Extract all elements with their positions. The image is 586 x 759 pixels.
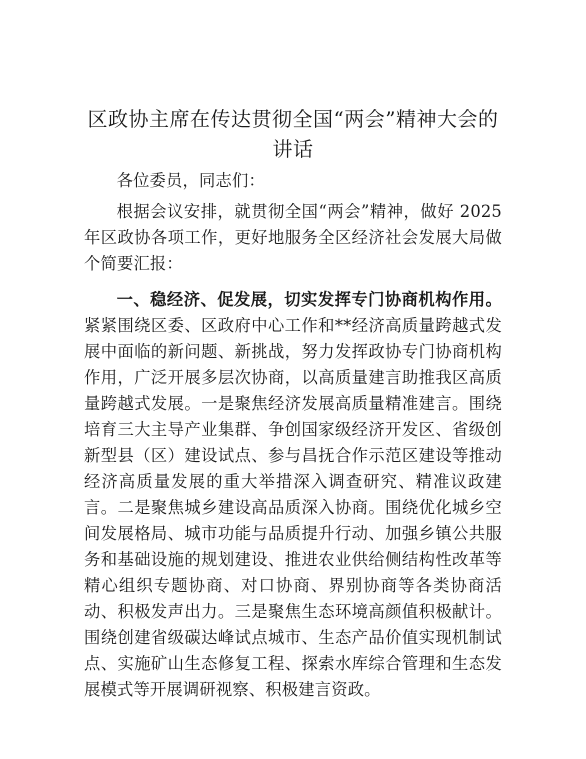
intro-text: 根据会议安排，就贯彻全国“两会”精神，做好 2025 年区政协各项工作，更好地服务全区经济社会发展大局做个简要汇报： (84, 202, 502, 273)
salutation-text: 各位委员，同志们： (116, 171, 265, 190)
section-1-paragraph (84, 287, 502, 703)
salutation (84, 168, 502, 194)
document-title: 区政协主席在传达贯彻全国“两会”精神大会的讲话 (87, 107, 499, 161)
section-1-text: 紧紧围绕区委、区政府中心工作和**经济高质量跨越式发展中面临的新问题、新挑战，努力发挥政协专门协商机构作用，广泛开展多层次协商，以高质量建言助推我区高质量跨越式发展。一是聚焦经济发展高质量精准建言。围绕培育三大主导产业集群、争创国家级经济开发区、省级创新型县（区）建设试点、参与昌抚合作示范区建设等推动经济高质量发展的重大举措深入调查研究、精准议政建言。二是聚焦城乡建设高品质深入协商。围绕优化城乡空间发展格局、城市功能与品质提升行动、加强乡镇公共服务和基础设施的规划建设、推进农业供给侧结构性改革等精心组织专题协商、对口协商、界别协商等各类协商活动、积极发声出力。三是聚焦生态环境高颜值积极献计。围绕创建省级碳达峰试点城市、生态产品价值实现机制试点、实施矿山生态修复工程、探索水库综合管理和生态发展模式等开展调研视察、积极建言资政。 (84, 316, 502, 699)
section-1-heading: 一、稳经济、促发展，切实发挥专门协商机构作用。 (116, 290, 502, 309)
intro-paragraph (84, 199, 502, 277)
